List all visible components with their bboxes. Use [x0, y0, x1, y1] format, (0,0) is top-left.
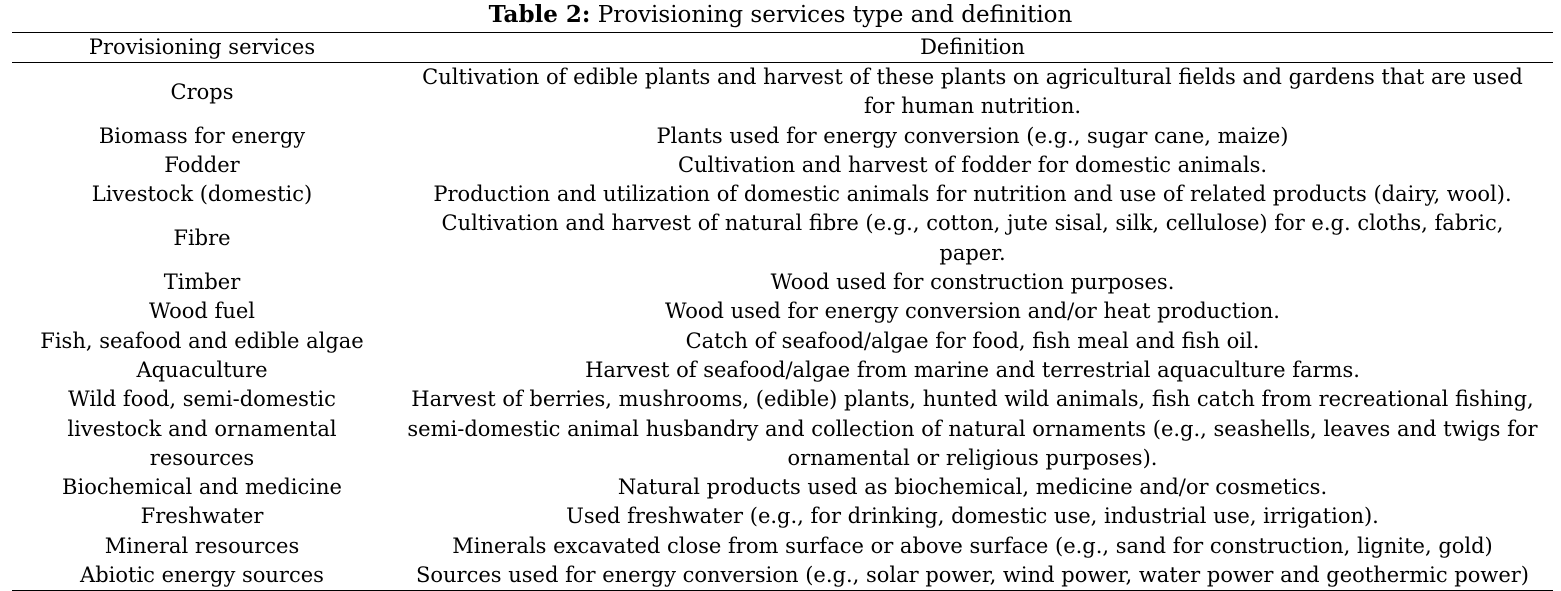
- definition-cell: Wood used for energy conversion and/or heat production.: [665, 299, 1280, 324]
- table-row: [12, 561, 1553, 591]
- service-cell: Biochemical and medicine: [62, 475, 342, 500]
- definition-cell: Cultivation of edible plants and harvest of these plants on agricultural fields and gardens that are used for human nutrition.: [422, 65, 1523, 119]
- table-row: [12, 297, 1553, 326]
- service-cell: Mineral resources: [104, 533, 300, 558]
- service-cell: Freshwater: [140, 504, 264, 529]
- table-row: [12, 151, 1553, 180]
- definition-cell: Harvest of berries, mushrooms, (edible) plants, hunted wild animals, fish catch from recreational fishing, semi-domestic animal husbandry and collection of natural ornaments (e.g., seashells, leaves and twigs for ornamental or religious purposes).: [407, 387, 1538, 470]
- definition-cell: Natural products used as biochemical, medicine and/or cosmetics.: [617, 475, 1328, 500]
- definition-cell: Catch of seafood/algae for food, fish meal and fish oil.: [685, 328, 1260, 353]
- table-caption: [0, 0, 1561, 30]
- provisioning-services-table: [12, 32, 1553, 591]
- definition-cell: Cultivation and harvest of natural fibre (e.g., cotton, jute sisal, silk, cellulose) for e.g. cloths, fabric, paper.: [441, 211, 1504, 265]
- service-cell: Fibre: [173, 226, 231, 251]
- table-row: [12, 268, 1553, 297]
- service-cell: Aquaculture: [136, 357, 268, 382]
- table-row: [12, 356, 1553, 385]
- definition-cell: Plants used for energy conversion (e.g., sugar cane, maize): [656, 123, 1289, 148]
- service-cell: Fodder: [164, 152, 240, 177]
- definition-cell: Wood used for construction purposes.: [770, 270, 1175, 295]
- service-cell: Wild food, semi-domestic livestock and ornamental resources: [67, 387, 337, 470]
- table-row: [12, 209, 1553, 268]
- column-header-provisioning-services: Provisioning services: [12, 33, 392, 63]
- definition-cell: Harvest of seafood/algae from marine and terrestrial aquaculture farms.: [585, 357, 1360, 382]
- table-row: [12, 473, 1553, 502]
- service-cell: Timber: [163, 270, 241, 295]
- table-caption-text: Provisioning services type and definition: [597, 2, 1073, 28]
- service-cell: Livestock (domestic): [91, 182, 313, 207]
- column-header-definition: Definition: [392, 33, 1553, 63]
- definition-cell: Production and utilization of domestic animals for nutrition and use of related products (dairy, wool).: [433, 182, 1512, 207]
- table-row: [12, 385, 1553, 473]
- definition-cell: Minerals excavated close from surface or above surface (e.g., sand for construction, lignite, gold): [452, 533, 1493, 558]
- service-cell: Wood fuel: [148, 299, 255, 324]
- service-cell: Biomass for energy: [98, 123, 306, 148]
- service-cell: Crops: [170, 79, 234, 104]
- definition-cell: Sources used for energy conversion (e.g., solar power, wind power, water power and geothermic power): [392, 561, 1553, 591]
- table-row: [12, 502, 1553, 531]
- service-cell: Abiotic energy sources: [12, 561, 392, 591]
- table-row: [12, 63, 1553, 122]
- table-row: [12, 122, 1553, 151]
- table-header-row: [12, 33, 1553, 63]
- table-caption-label: Table 2:: [488, 1, 591, 28]
- table-row: [12, 180, 1553, 209]
- table-row: [12, 327, 1553, 356]
- service-cell: Fish, seafood and edible algae: [40, 328, 364, 353]
- definition-cell: Cultivation and harvest of fodder for domestic animals.: [677, 152, 1268, 177]
- definition-cell: Used freshwater (e.g., for drinking, domestic use, industrial use, irrigation).: [566, 504, 1379, 529]
- table-row: [12, 532, 1553, 561]
